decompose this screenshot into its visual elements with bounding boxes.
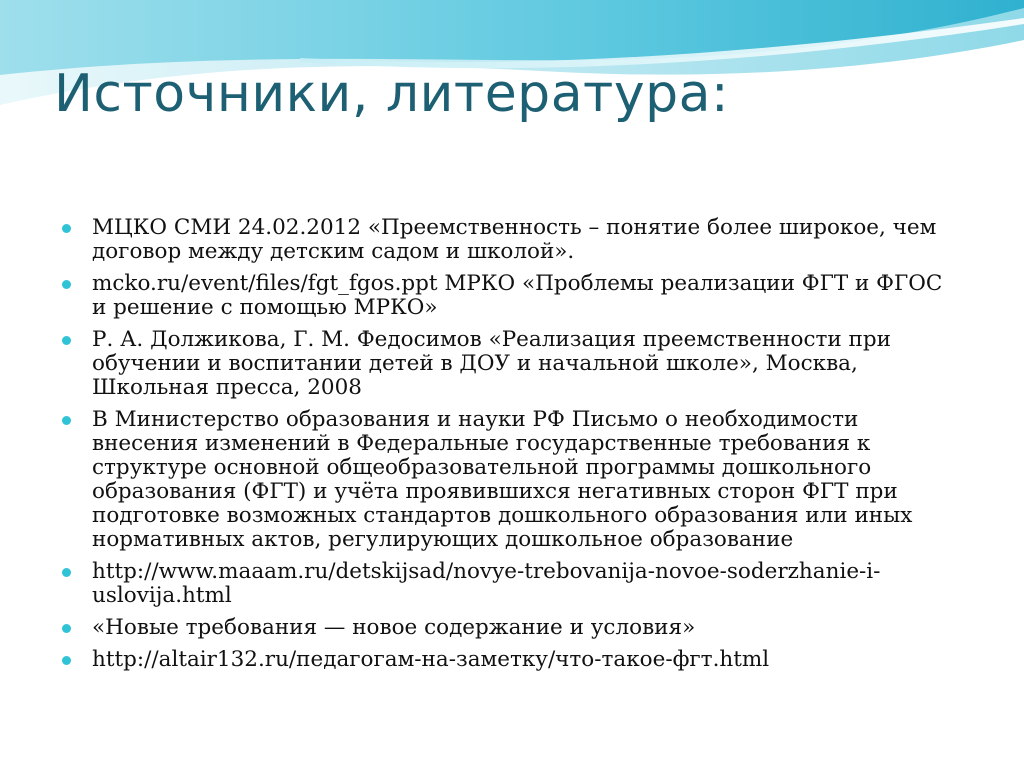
list-item-text: http://altair132.ru/педагогам-на-заметку/что-такое-фгт.html <box>92 647 770 672</box>
list-item <box>62 216 962 264</box>
list-item-text: «Новые требования — новое содержание и условия» <box>92 615 696 640</box>
list-item-text: МЦКО СМИ 24.02.2012 «Преемственность – понятие более широкое, чем договор между детским садом и школой». <box>92 215 937 264</box>
list-item <box>62 408 962 552</box>
list-item-text: В Министерство образования и науки РФ Письмо о необходимости внесения изменений в Федеральные государственные требования к структуре основной общеобразовательной программы дошкольного образования (ФГТ) и учёта проявившихся негативных сторон ФГТ при подготовке возможных стандартов дошкольного образования или иных нормативных актов, регулирующих дошкольное образование <box>92 407 913 552</box>
list-item-text: mcko.ru/event/files/fgt_fgos.ppt МРКО «Проблемы реализации ФГТ и ФГОС и решение с помощью МРКО» <box>92 271 943 320</box>
list-item <box>62 616 962 640</box>
bullet-dot-icon <box>62 568 71 577</box>
list-item <box>62 648 962 672</box>
list-item <box>62 328 962 400</box>
list-item <box>62 272 962 320</box>
bullet-dot-icon <box>62 336 71 345</box>
bullet-dot-icon <box>62 656 71 665</box>
bullet-dot-icon <box>62 224 71 233</box>
source-list <box>62 216 962 680</box>
list-item-text: Р. А. Должикова, Г. М. Федосимов «Реализация преемственности при обучении и воспитании детей в ДОУ и начальной школе», Москва, Школьная пресса, 2008 <box>92 327 891 400</box>
bullet-dot-icon <box>62 416 71 425</box>
list-item <box>62 560 962 608</box>
bullet-dot-icon <box>62 280 71 289</box>
slide-title: Источники, литература: <box>54 64 730 124</box>
list-item-text: http://www.maaam.ru/detskijsad/novye-trebovanija-novoe-soderzhanie-i-uslovija.html <box>92 559 881 608</box>
bullet-dot-icon <box>62 624 71 633</box>
